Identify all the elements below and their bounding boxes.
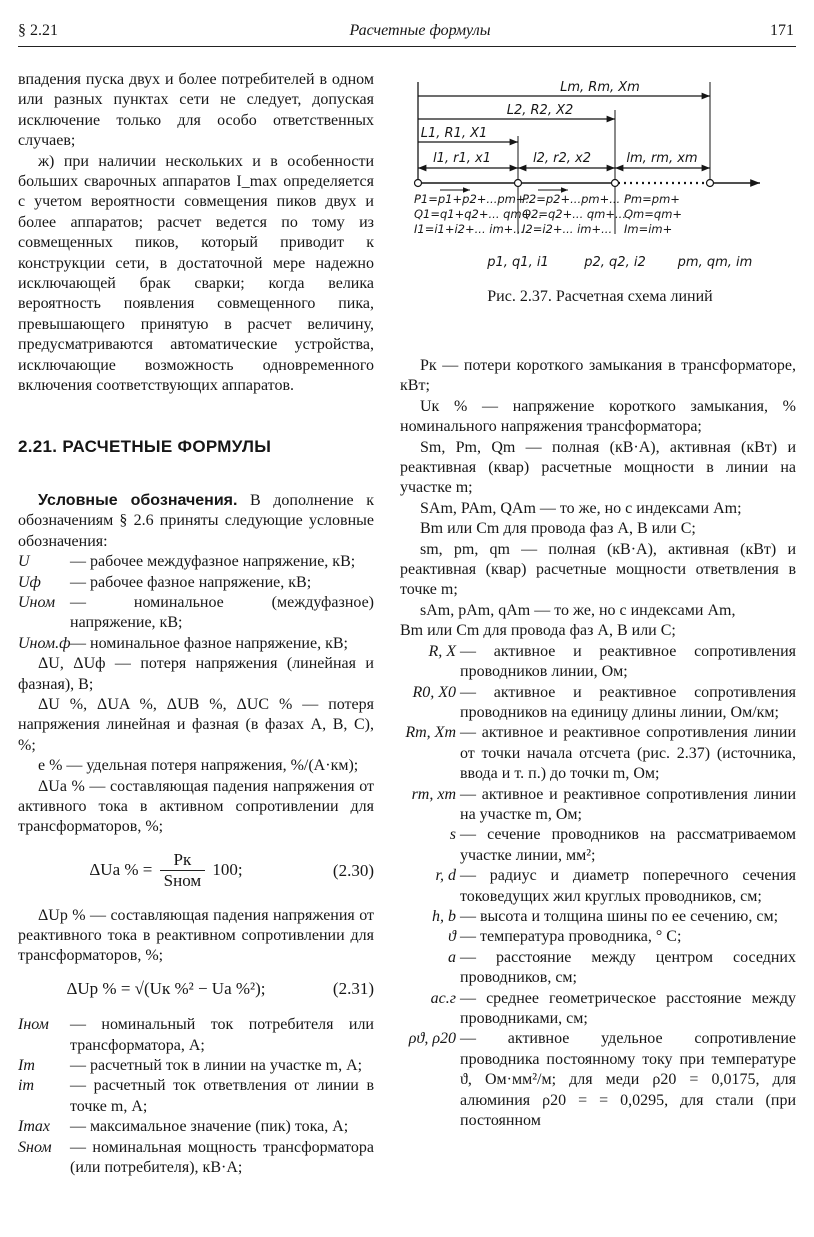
definition-list-2 [18, 1015, 374, 1178]
definition-row [18, 1117, 374, 1137]
definition-list-3 [400, 642, 796, 1132]
definition-row [18, 552, 374, 572]
definition-symbol: Sном [18, 1138, 52, 1156]
label-L1: L1, R1, X1 [420, 126, 488, 141]
formula-P2: P2=p2+...pm+... [522, 192, 621, 206]
definition-symbol: h, b [432, 907, 456, 925]
formula-Pm: Pm=pm+ [624, 192, 680, 206]
definition-symbol: Imax [18, 1118, 50, 1136]
node-origin [415, 180, 422, 187]
figure-caption: Рис. 2.37. Расчетная схема линий [487, 288, 713, 305]
definition-symbol: Rm, Xm [405, 724, 456, 742]
definition-symbol: Uном [18, 593, 56, 611]
formula-Qm: Qm=qm+ [624, 207, 683, 221]
definition-text: — среднее геометрическое расстояние между проводниками, см; [460, 989, 796, 1027]
paragraph-short-circuit-voltage: Uк % — напряжение короткого замыкания, % номинального напряжения трансформатора; [400, 397, 796, 436]
definition-text: — температура проводника, ° C; [460, 928, 682, 946]
definition-text: — номинальная мощность трансформатора (или потребителя), кВ·А; [70, 1138, 374, 1177]
definition-text: — максимальное значение (пик) тока, А; [70, 1118, 349, 1136]
definition-row [18, 1056, 374, 1076]
formula-Q1: Q1=q1+q2+... qm+... [414, 207, 543, 221]
running-title: Расчетные формулы [349, 22, 491, 39]
formula-lhs: ΔUа % = [89, 859, 153, 879]
section-reference: § 2.21 [18, 22, 58, 39]
tap-label-1: p1, q1, i1 [487, 255, 549, 270]
definition-row [18, 1076, 374, 1117]
definition-row [400, 866, 796, 907]
tap-label-2: p2, q2, i2 [584, 255, 646, 270]
definition-list-1 [18, 552, 374, 654]
node-m [707, 180, 714, 187]
fraction-numerator: Pк [160, 850, 206, 871]
definition-text: — расстояние между центром соседних проводников, см; [460, 948, 796, 987]
line-scheme-diagram [410, 62, 790, 282]
intro-rest: В дополнение к обозначениям § 2.6 приняты следующие условные обозначения: [18, 491, 375, 550]
definition-row [400, 785, 796, 826]
paragraph-continuation: впадения пуска двух и более потребителей в одном или разных пунктах сети не следует, допуская исключение только для особо ответственных случаев; [18, 71, 374, 150]
paragraph-phase-wires: Bm или Cm для провода фаз A, B или C; [420, 520, 696, 538]
definition-row [400, 948, 796, 989]
definition-row [18, 1015, 374, 1056]
node-1 [515, 180, 522, 187]
definition-row [18, 1138, 374, 1179]
formula-P1: P1=p1+p2+...pm+... [414, 192, 537, 206]
label-l1: l1, r1, x1 [433, 151, 491, 166]
definition-text: — рабочее фазное напряжение, кВ; [70, 573, 312, 591]
definition-row [400, 1029, 796, 1131]
fraction-denominator: Sном [163, 871, 202, 891]
definition-row [400, 825, 796, 866]
definition-text: — сечение проводников на рассматриваемом участке линии, мм²; [460, 826, 796, 864]
definition-text: — расчетный ток в линии на участке m, А; [70, 1057, 363, 1075]
formula-I2: I2=i2+... im+... [522, 222, 613, 236]
paragraph-phase-wires-2: Bm или Cm для провода фаз A, B или C; [400, 622, 676, 640]
label-lm: lm, rm, xm [626, 151, 698, 166]
definition-symbol: Im [18, 1057, 35, 1075]
intro-bold: Условные обозначения. [38, 491, 238, 509]
definition-text: — активное и реактивное сопротивления проводников линии, Ом; [460, 642, 796, 681]
tap-label-m: pm, qm, im [677, 255, 753, 270]
paragraph-item-zh: ж) при наличии нескольких и в особенности больших сварочных аппаратов I_max определяется с учетом вероятности совмещения пиков двух и более аппаратов; расчет ведется по тому из совмещенных пиков, который приводит к конструкции сети, в достаточной мере надежно исключающей брак сварки; когда велика вероятность появления совмещенного пика, превышающего принятую в расчет величину, предусматриваются автоматические устройства, исключающие возможность одновременного включения соответствующих аппаратов. [18, 152, 374, 395]
label-l2: l2, r2, x2 [533, 151, 591, 166]
definition-text: — активное и реактивное сопротивления проводников на единицу длины линии, Ом/км; [460, 683, 796, 721]
definition-row [18, 593, 374, 634]
paragraph-active-component: ΔUа % — составляющая падения напряжения от активного тока в активном сопротивлении для трансформаторов, %; [18, 777, 374, 836]
paragraph-short-circuit-loss: Pк — потери короткого замыкания в трансформаторе, кВт; [400, 357, 796, 395]
definition-symbol: R0, X0 [412, 683, 456, 701]
definition-row [400, 723, 796, 784]
definition-row [18, 634, 374, 654]
definition-text: — радиус и диаметр поперечного сечения токоведущих жил круглых проводников, см; [460, 867, 796, 905]
formula-2-31 [18, 979, 374, 999]
definition-symbol: ϑ [448, 928, 456, 946]
formula-rhs: 100; [212, 859, 243, 879]
paragraph-branch-power: sm, pm, qm — полная (кВ·А), активная (кВт) и реактивная (квар) расчетные мощности ответвления в точке m; [400, 540, 796, 599]
definition-row [400, 927, 796, 947]
formula-Q2: Q2=q2+... qm+... [522, 207, 626, 221]
definition-text: — номинальное (междуфазное) напряжение, кВ; [70, 593, 374, 632]
node-2 [612, 180, 619, 187]
definition-row [18, 573, 374, 593]
label-L2: L2, R2, X2 [506, 103, 574, 118]
right-column [400, 356, 796, 1131]
definition-text: — активное и реактивное сопротивления линии на участке m, Ом; [460, 785, 796, 823]
paragraph-voltage-loss-percent: ΔU %, ΔUA %, ΔUB %, ΔUC % — потеря напряжения линейная и фазная (в фазах A, B, C), %; [18, 695, 374, 754]
header-rule [18, 46, 796, 47]
definition-symbol: s [449, 826, 456, 844]
label-Lm: Lm, Rm, Xm [560, 80, 640, 95]
definition-text: — номинальный ток потребителя или трансформатора, А; [70, 1016, 374, 1054]
formula-2-30 [18, 850, 374, 892]
paragraph-reactive-component: ΔUр % — составляющая падения напряжения от реактивного тока в реактивном сопротивлении для трансформаторов, %; [18, 906, 374, 965]
definition-symbol: im [18, 1077, 34, 1095]
definition-symbol: R, X [428, 642, 456, 660]
definition-text: — высота и толщина шины по ее сечению, см; [460, 907, 779, 925]
definition-symbol: ρϑ, ρ20 [408, 1030, 456, 1048]
definition-symbol: Uф [18, 573, 41, 591]
paragraph-specific-loss: e % — удельная потеря напряжения, %/(А·км); [38, 757, 359, 775]
definition-text: — номинальное фазное напряжение, кВ; [70, 634, 348, 652]
equation-number: (2.30) [332, 860, 374, 880]
definition-symbol: U [18, 553, 30, 571]
intro-paragraph [18, 491, 374, 552]
definition-row [400, 683, 796, 724]
paragraph-voltage-loss: ΔU, ΔUф — потеря напряжения (линейная и фазная), В; [18, 655, 374, 693]
definition-symbol: r, d [435, 867, 456, 885]
paragraph-branch-power-indexed: sAm, pAm, qAm — то же, но с индексами Am, [420, 601, 736, 619]
definition-symbol: Iном [18, 1016, 49, 1034]
definition-text: — расчетный ток ответвления от линии в точке m, А; [70, 1077, 374, 1115]
definition-text: — рабочее междуфазное напряжение, кВ; [70, 553, 356, 571]
left-column [18, 70, 374, 1179]
definition-row [400, 989, 796, 1030]
formula-fraction [160, 850, 206, 892]
formula-expression [18, 850, 314, 892]
definition-row [400, 642, 796, 683]
paragraph-line-power: Sm, Pm, Qm — полная (кВ·А), активная (кВт) и реактивная (квар) расчетные мощности в линии на участке m; [400, 438, 796, 497]
definition-symbol: rm, xm [411, 785, 456, 803]
equation-number: (2.31) [332, 978, 374, 998]
paragraph-line-power-indexed: SAm, PAm, QAm — то же, но с индексами Am; [420, 499, 742, 517]
definition-symbol: Uном.ф [18, 634, 71, 652]
section-title: 2.21. РАСЧЕТНЫЕ ФОРМУЛЫ [18, 436, 272, 456]
definition-text: — активное и реактивное сопротивления линии от точки начала отсчета (рис. 2.37) (источника, ввода и т. п.) до точки m, Ом; [460, 724, 796, 783]
formula-expression: ΔUр % = √(Uк %² − Uа %²); [66, 978, 266, 998]
definition-text: — активное удельное сопротивление проводника постоянному току при температуре ϑ, Ом·мм²/м; для меди ρ20 = 0,0175, для алюминия ρ20 = = 0,0295, для стали (при постоянном [460, 1030, 796, 1130]
definition-symbol: aс.г [430, 989, 456, 1007]
page-number: 171 [770, 22, 794, 39]
formula-I1: I1=i1+i2+... im+... [414, 222, 525, 236]
definition-symbol: a [448, 948, 456, 966]
definition-row [400, 907, 796, 927]
formula-Im: Im=im+ [624, 222, 673, 236]
